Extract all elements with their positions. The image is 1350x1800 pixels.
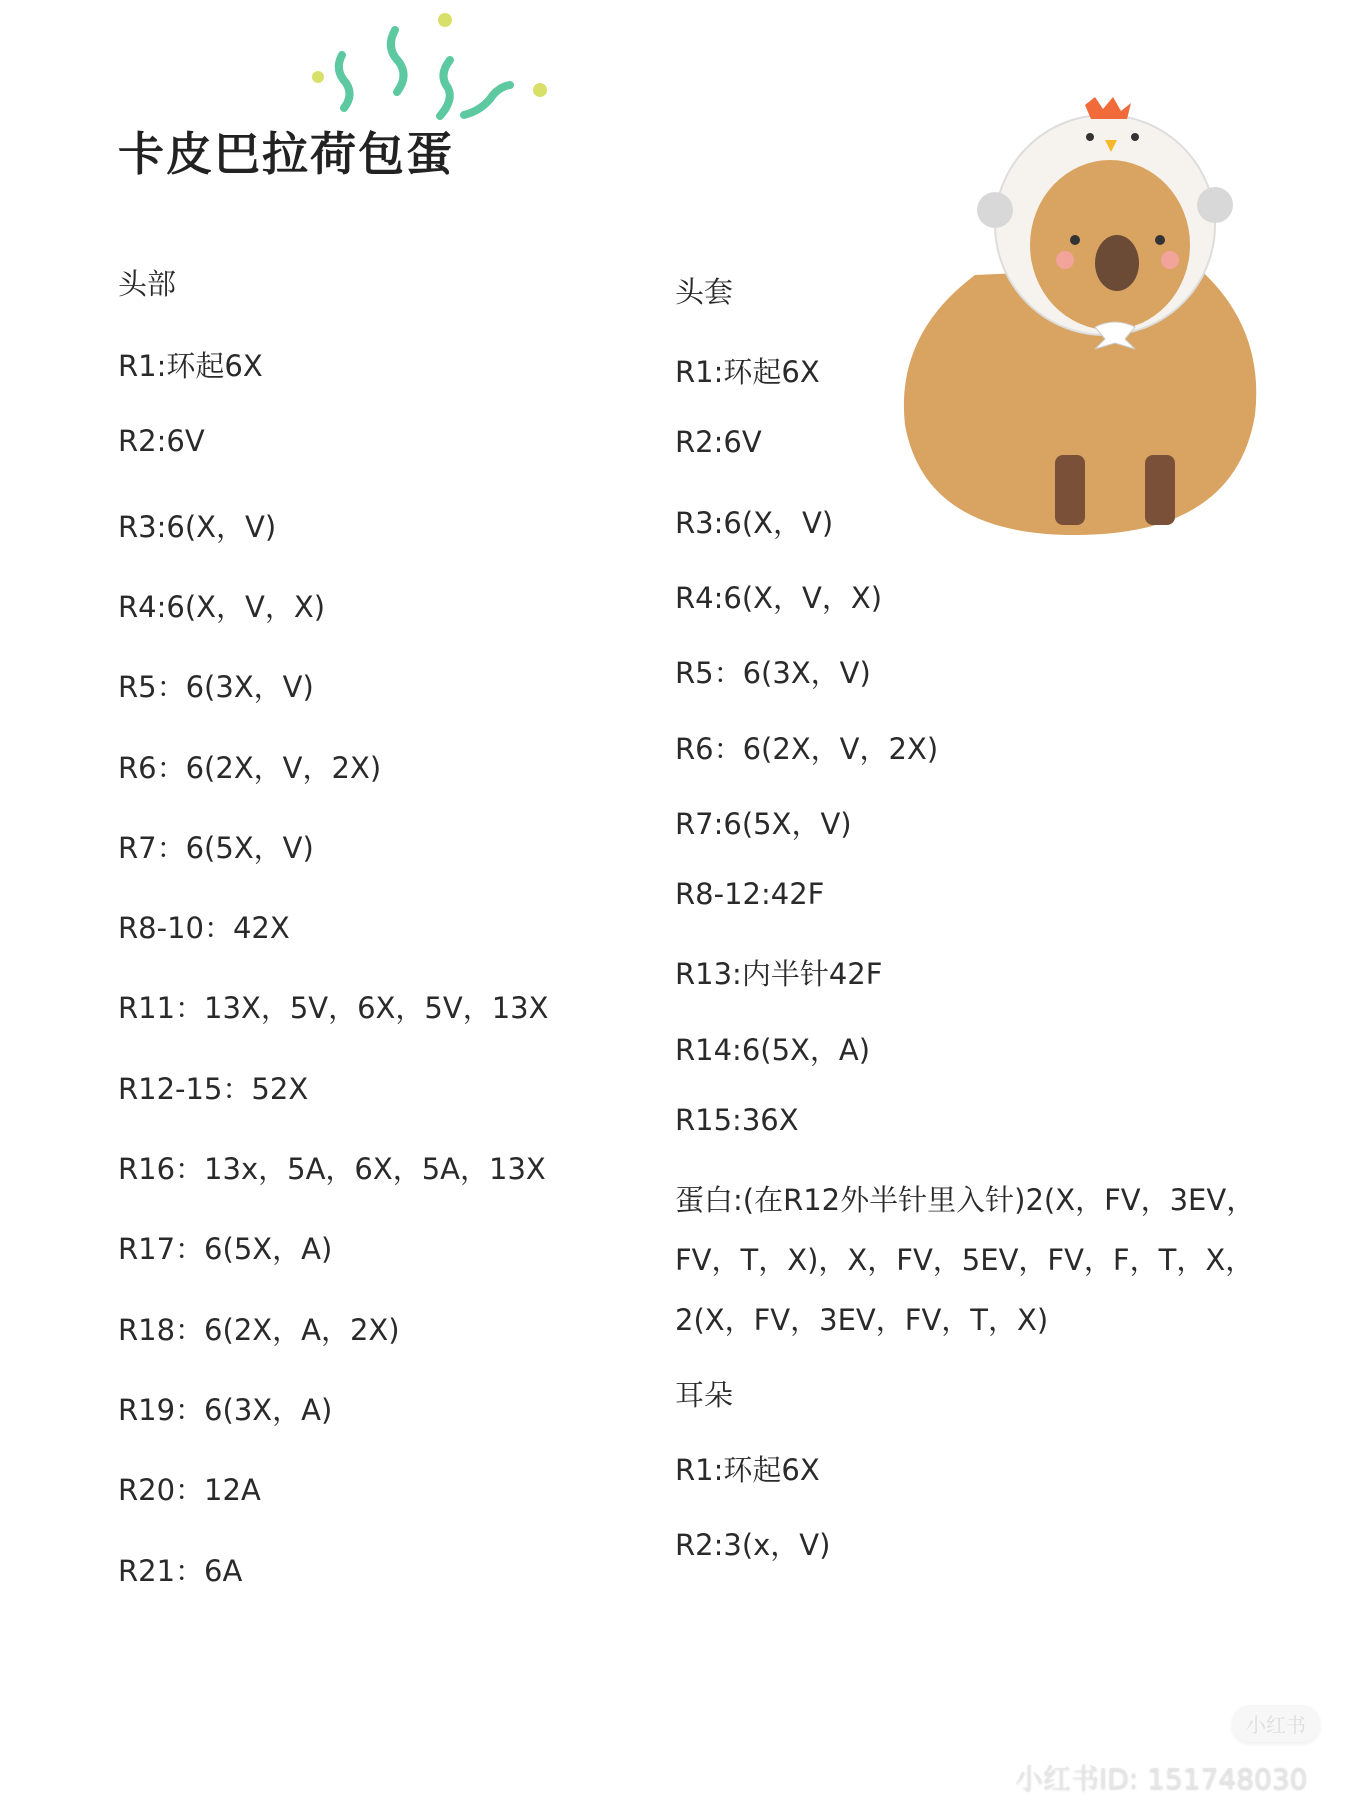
pattern-row: R7：6(5X，V): [118, 830, 314, 865]
watermark-badge: 小红书: [1232, 1705, 1320, 1742]
pattern-row: R13:内半针42F: [675, 957, 883, 992]
pattern-row: R16：13x，5A，6X，5A，13X: [118, 1152, 546, 1186]
pattern-row: R4:6(X，V，X): [118, 589, 326, 624]
pattern-row: R6：6(2X，V，2X): [118, 750, 382, 785]
egg-white-row: FV，T，X)，X，FV，5EV，FV，F，T，X，: [675, 1243, 1255, 1278]
watermark-id: 小红书ID: 151748030: [1015, 1762, 1308, 1795]
pattern-row: R2:6V: [675, 425, 762, 460]
pattern-row: R6：6(2X，V，2X): [675, 731, 939, 766]
pattern-row: R7:6(5X，V): [675, 806, 852, 841]
pattern-row: R14:6(5X，A): [675, 1032, 871, 1067]
pattern-row: R1:环起6X: [675, 355, 820, 389]
pattern-row: R12-15：52X: [118, 1071, 309, 1106]
egg-white-row: 2(X，FV，3EV，FV，T，X): [675, 1303, 1049, 1338]
pattern-row: R4:6(X，V，X): [675, 580, 883, 615]
squiggle-decoration: [300, 5, 560, 135]
pattern-row: R8-12:42F: [675, 877, 825, 912]
pattern-row: R1:环起6X: [675, 1453, 820, 1488]
pattern-row: R5：6(3X，V): [675, 656, 871, 691]
section-heading: 耳朵: [675, 1378, 734, 1413]
capybara-illustration: [895, 95, 1275, 545]
pattern-row: R20：12A: [118, 1473, 261, 1508]
pattern-row: R1:环起6X: [118, 349, 263, 383]
pattern-row: R19：6(3X，A): [118, 1392, 333, 1427]
pattern-row: R2:6V: [118, 424, 205, 459]
pattern-row: R5：6(3X，V): [118, 670, 314, 705]
pattern-row: R3:6(X，V): [675, 505, 834, 540]
pattern-row: R3:6(X，V): [118, 509, 277, 544]
page-title: 卡皮巴拉荷包蛋: [118, 127, 454, 181]
pattern-row: R17：6(5X，A): [118, 1232, 333, 1267]
pattern-row: R18：6(2X，A，2X): [118, 1312, 400, 1347]
pattern-row: R8-10：42X: [118, 911, 290, 946]
section-heading: 头套: [675, 275, 734, 309]
egg-white-row: 蛋白:(在R12外半针里入针)2(X，FV，3EV，: [675, 1183, 1256, 1218]
pattern-row: R2:3(x，V): [675, 1528, 831, 1563]
section-heading: 头部: [118, 267, 177, 301]
pattern-row: R21：6A: [118, 1553, 243, 1588]
pattern-row: R11：13X，5V，6X，5V，13X: [118, 991, 549, 1026]
pattern-row: R15:36X: [675, 1103, 799, 1137]
